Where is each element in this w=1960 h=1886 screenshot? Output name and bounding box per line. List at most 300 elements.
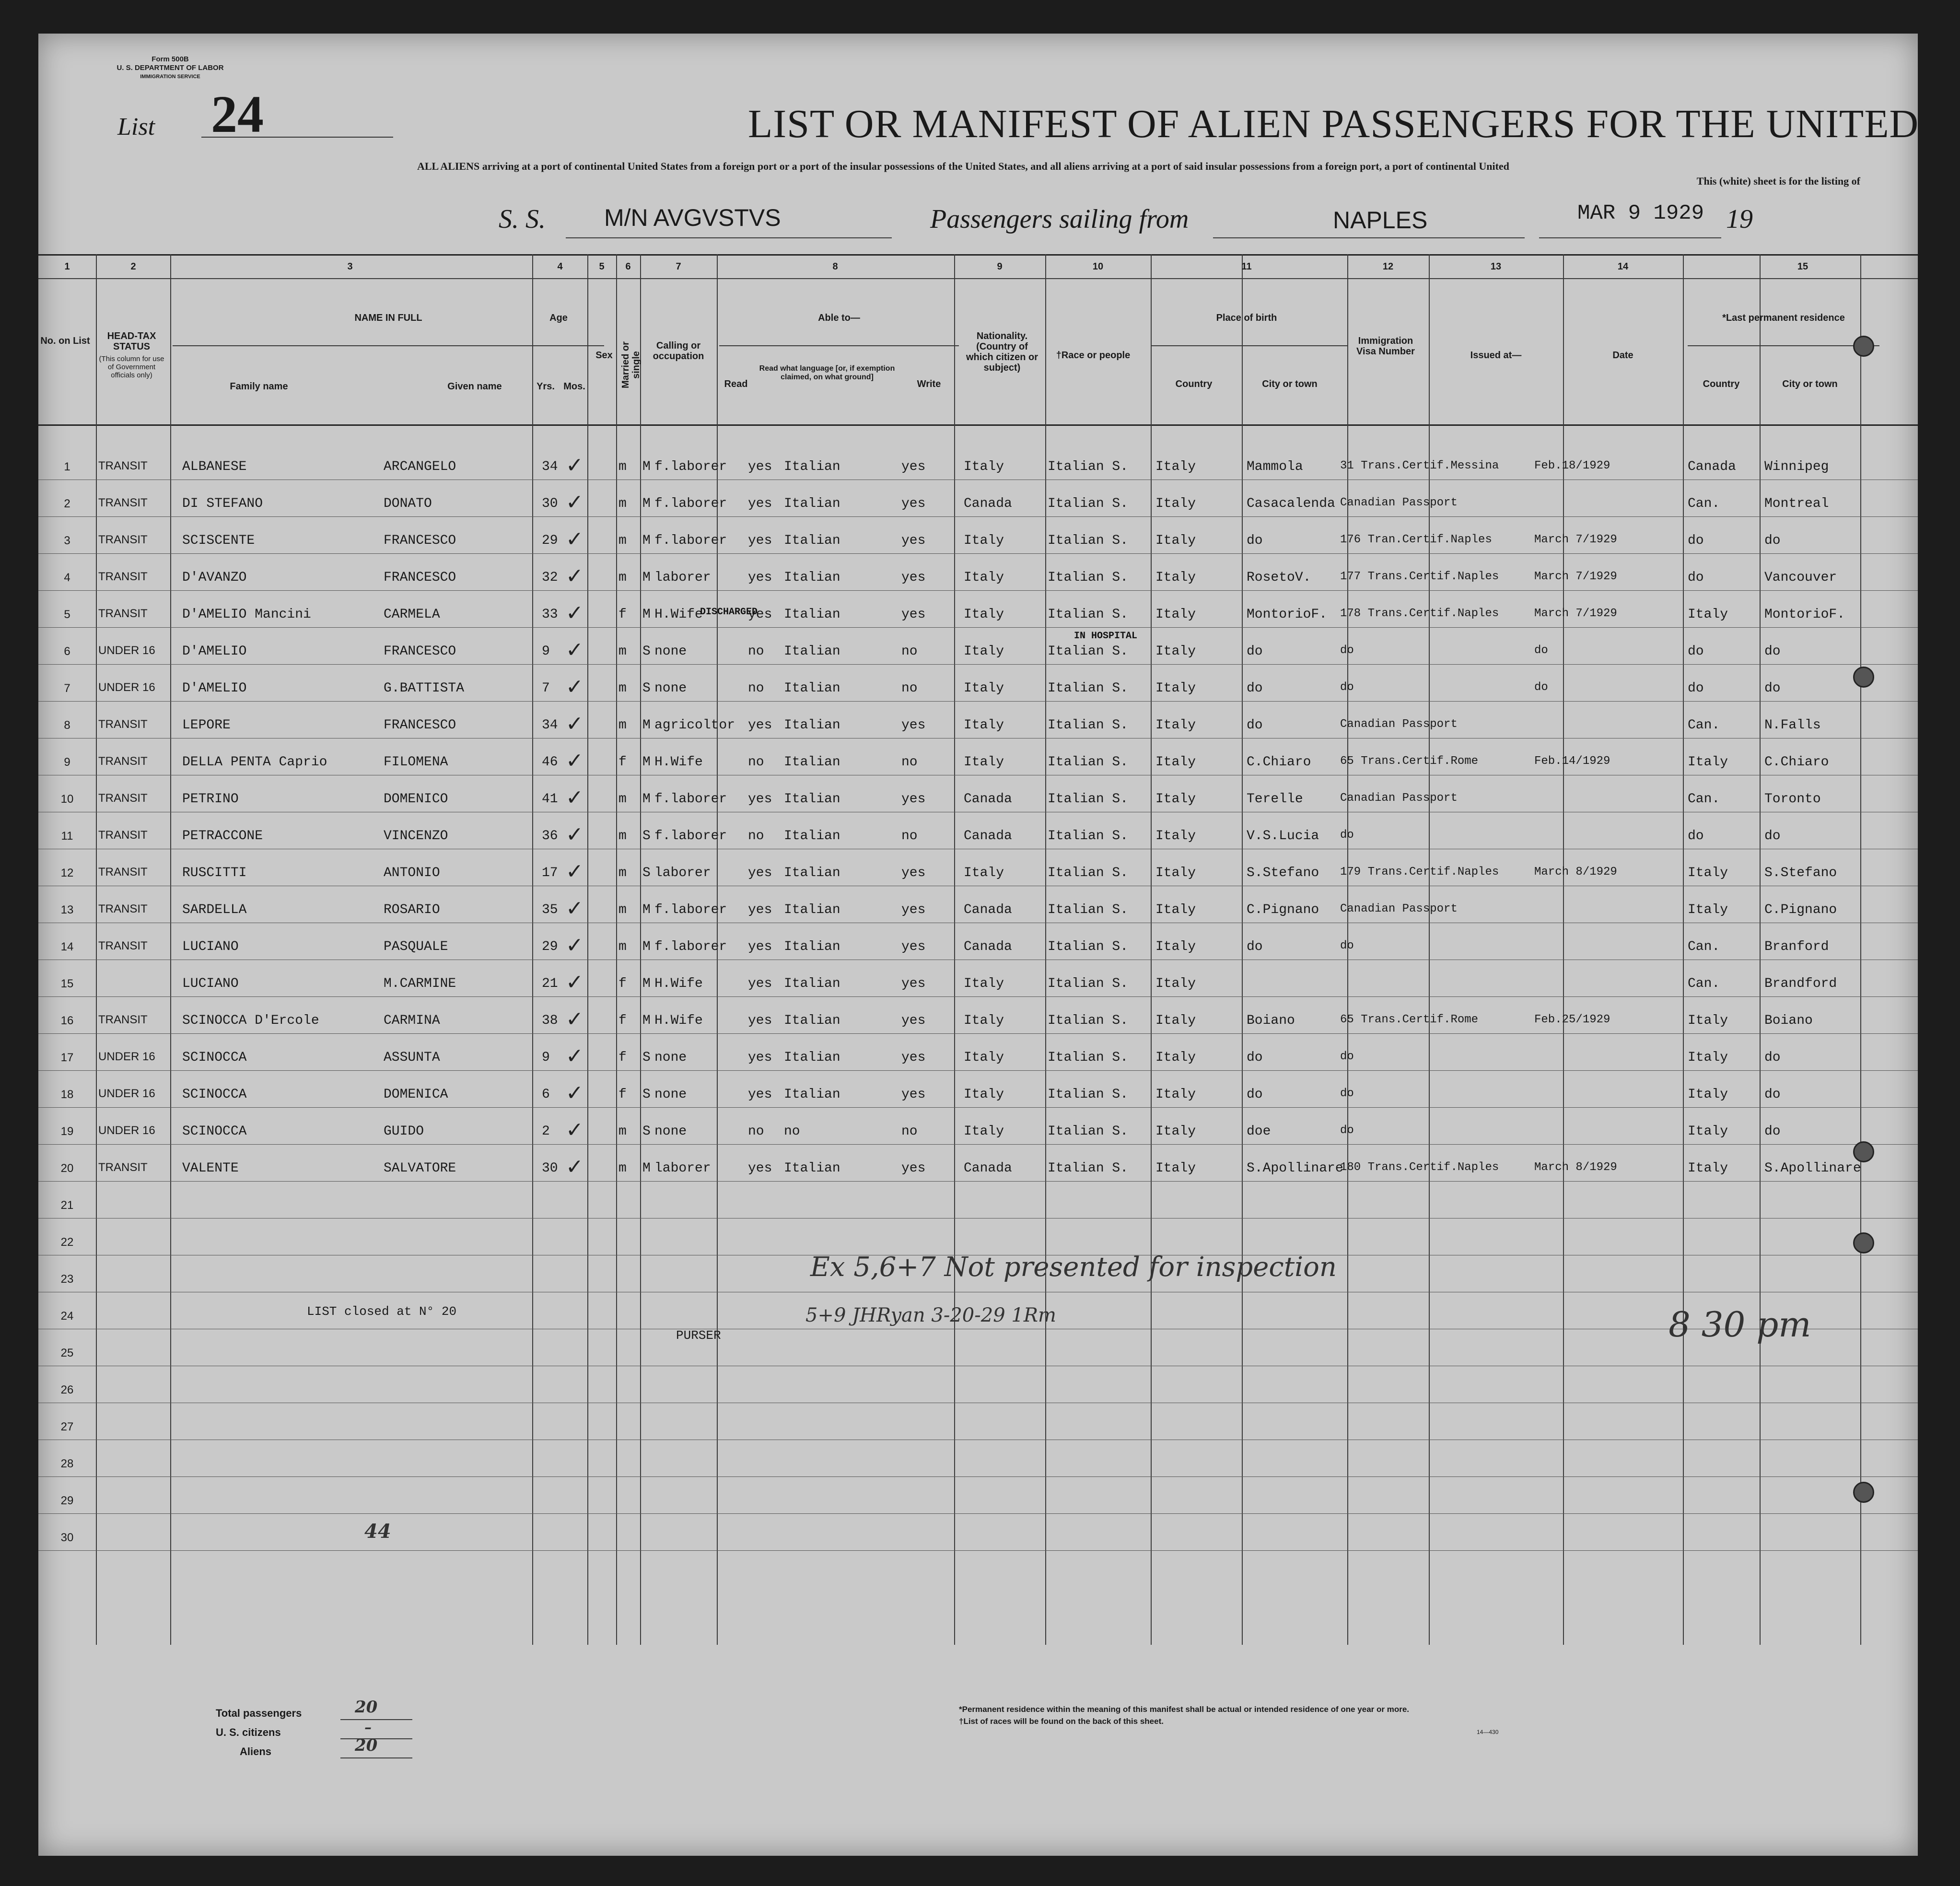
row-rule (38, 1107, 1918, 1108)
header-res-country: Country (1703, 379, 1740, 389)
header-place-of-birth: Place of birth (1216, 313, 1277, 323)
row-number: 12 (60, 867, 74, 879)
age-years: 33 (542, 607, 558, 622)
head-tax-status: TRANSIT (98, 496, 148, 509)
race-or-people: Italian S. (1048, 496, 1129, 511)
head-tax-status: TRANSIT (98, 1161, 148, 1174)
age-years: 46 (542, 755, 558, 770)
occupation: laborer (654, 570, 711, 585)
header-read-language: Read what language [or, if exemption claimed, on what ground] (759, 364, 895, 381)
sheet-note: This (white) sheet is for the listing of (1696, 175, 1860, 187)
header-date: Date (1612, 350, 1633, 361)
aliens-label: Aliens (240, 1745, 272, 1757)
column-divider (1045, 254, 1046, 1645)
form-identifier (110, 55, 230, 81)
age-years: 35 (542, 902, 558, 917)
birth-country: Italy (1155, 1013, 1196, 1028)
birth-country: Italy (1155, 866, 1196, 880)
family-name: SCINOCCA (182, 1124, 247, 1139)
residence-country: Italy (1688, 866, 1728, 880)
given-name: DONATO (384, 496, 432, 511)
visa-issued-at: do (1340, 1124, 1354, 1137)
header-head-tax-note: (This column for use of Government officials only) (99, 355, 164, 379)
birth-city: do (1247, 1087, 1263, 1102)
total-passengers-value: 20 (355, 1698, 378, 1717)
read-language: Italian (784, 866, 840, 880)
family-name: RUSCITTI (182, 866, 247, 880)
column-number: 10 (1092, 261, 1104, 272)
residence-city: do (1764, 829, 1781, 843)
row-number: 3 (64, 534, 70, 547)
name-subheader-rule (173, 345, 604, 346)
column-divider (616, 254, 617, 1645)
header-sex: Sex (595, 350, 613, 361)
header-issued-at: Issued at— (1470, 350, 1522, 361)
nationality: Italy (964, 644, 1004, 659)
column-divider (954, 254, 955, 1645)
column-divider (1242, 254, 1243, 1645)
birth-country: Italy (1155, 496, 1196, 511)
can-write: no (901, 681, 918, 696)
residence-city: MontorioF. (1764, 607, 1845, 622)
can-write: yes (901, 1013, 926, 1028)
residence-country: Can. (1688, 496, 1720, 511)
occupation: none (654, 681, 687, 696)
family-name: DELLA PENTA Caprio (182, 755, 327, 770)
visa-issued-at: 179 Trans.Certif.Naples (1340, 866, 1499, 879)
row-number: 11 (61, 830, 73, 843)
residence-city: Brandford (1764, 976, 1837, 991)
occupation: laborer (654, 866, 711, 880)
family-name: SCINOCCA (182, 1087, 247, 1102)
read-language: Italian (784, 792, 840, 807)
given-name: FRANCESCO (384, 718, 456, 733)
birth-city: do (1247, 681, 1263, 696)
age-years: 36 (542, 829, 558, 843)
port-underline (1213, 237, 1525, 238)
occupation: f.laborer (654, 829, 727, 843)
sex: m (618, 939, 627, 954)
residence-city: do (1764, 1124, 1781, 1139)
visa-issued-at: do (1340, 1087, 1354, 1100)
can-write: yes (901, 718, 926, 733)
given-name: G.BATTISTA (384, 681, 465, 696)
port-of-departure: NAPLES (1333, 207, 1428, 234)
birth-city: do (1247, 939, 1263, 954)
column-number: 11 (1241, 261, 1252, 272)
race-or-people: Italian S. (1048, 570, 1129, 585)
visa-date: March 7/1929 (1534, 607, 1617, 620)
can-read: yes (748, 570, 772, 585)
birth-city: S.Apollinare (1247, 1161, 1343, 1176)
birth-city: MontorioF. (1247, 607, 1328, 622)
read-language: Italian (784, 976, 840, 991)
sex: m (618, 866, 627, 880)
birth-country: Italy (1155, 902, 1196, 917)
header-yrs: Yrs. (537, 381, 555, 392)
marital-status: S (642, 866, 651, 880)
can-write: yes (901, 1050, 926, 1065)
family-name: DI STEFANO (182, 496, 263, 511)
read-language: Italian (784, 755, 840, 770)
column-number-rule (38, 278, 1918, 279)
occupation: H.Wife (654, 976, 703, 991)
marital-status: S (642, 681, 651, 696)
age-years: 29 (542, 939, 558, 954)
marital-status: M (642, 902, 651, 917)
birth-country: Italy (1155, 718, 1196, 733)
sex: m (618, 496, 627, 511)
check-mark-icon: ✓ (566, 1081, 583, 1105)
can-read: yes (748, 1087, 772, 1102)
family-name: PETRINO (182, 792, 239, 807)
given-name: M.CARMINE (384, 976, 456, 991)
header-name-in-full: NAME IN FULL (354, 313, 422, 323)
birth-country: Italy (1155, 976, 1196, 991)
read-language: Italian (784, 902, 840, 917)
row-number: 27 (60, 1420, 74, 1433)
page-mark: 44 (364, 1520, 391, 1543)
column-number: 13 (1490, 261, 1502, 272)
nationality: Italy (964, 976, 1004, 991)
check-mark-icon: ✓ (566, 971, 583, 994)
family-name: LUCIANO (182, 976, 239, 991)
head-tax-status: TRANSIT (98, 939, 148, 952)
visa-issued-at: Canadian Passport (1340, 902, 1458, 915)
family-name: VALENTE (182, 1161, 239, 1176)
race-or-people: Italian S. (1048, 1050, 1129, 1065)
race-or-people: Italian S. (1048, 1124, 1129, 1139)
sex: m (618, 829, 627, 843)
row-rule (38, 1033, 1918, 1034)
residence-country: do (1688, 533, 1704, 548)
family-name: PETRACCONE (182, 829, 263, 843)
marital-status: M (642, 755, 651, 770)
header-nationality: Nationality. (Country of which citizen or subject) (966, 331, 1038, 373)
visa-date: March 7/1929 (1534, 533, 1617, 546)
marital-status: M (642, 1013, 651, 1028)
can-read: no (748, 755, 764, 770)
check-mark-icon: ✓ (566, 897, 583, 920)
nationality: Italy (964, 459, 1004, 474)
check-mark-icon: ✓ (566, 454, 583, 477)
can-read: yes (748, 902, 772, 917)
sex: m (618, 644, 627, 659)
punch-hole (1853, 1482, 1874, 1503)
residence-country: Italy (1688, 1124, 1728, 1139)
department-name: U. S. DEPARTMENT OF LABOR (117, 64, 224, 72)
head-tax-status: TRANSIT (98, 459, 148, 472)
header-top-rule (38, 254, 1918, 256)
race-or-people: Italian S. (1048, 939, 1129, 954)
head-tax-status: TRANSIT (98, 902, 148, 915)
row-number: 4 (64, 571, 70, 584)
row-rule (38, 1476, 1918, 1477)
header-birth-country: Country (1175, 379, 1213, 389)
marital-status: M (642, 939, 651, 954)
can-read: no (748, 1124, 764, 1139)
row-number: 8 (64, 719, 70, 732)
occupation: none (654, 1087, 687, 1102)
can-read: yes (748, 939, 772, 954)
given-name: FRANCESCO (384, 533, 456, 548)
birth-country: Italy (1155, 570, 1196, 585)
family-name: D'AMELIO (182, 644, 247, 659)
header-no-on-list: No. on List (40, 336, 90, 346)
row-number: 20 (60, 1162, 74, 1175)
visa-issued-at: do (1340, 644, 1354, 657)
visa-issued-at: 178 Trans.Certif.Naples (1340, 607, 1499, 620)
nationality: Italy (964, 1013, 1004, 1028)
age-years: 7 (542, 681, 550, 696)
column-number: 3 (347, 261, 353, 272)
column-divider (1683, 254, 1684, 1645)
row-number: 5 (64, 608, 70, 621)
head-tax-status: TRANSIT (98, 570, 148, 583)
birth-country: Italy (1155, 939, 1196, 954)
birth-city: do (1247, 1050, 1263, 1065)
check-mark-icon: ✓ (566, 860, 583, 883)
age-years: 21 (542, 976, 558, 991)
age-years: 9 (542, 644, 550, 659)
can-read: no (748, 829, 764, 843)
family-name: SCINOCCA D'Ercole (182, 1013, 319, 1028)
header-age: Age (549, 313, 568, 323)
read-language: Italian (784, 644, 840, 659)
able-subheader-rule (719, 345, 959, 346)
total-passengers-label: Total passengers (216, 1707, 302, 1719)
given-name: SALVATORE (384, 1161, 456, 1176)
visa-date: Feb.25/1929 (1534, 1013, 1610, 1026)
check-mark-icon: ✓ (566, 1044, 583, 1068)
residence-country: Can. (1688, 939, 1720, 954)
can-read: yes (748, 718, 772, 733)
column-number: 14 (1617, 261, 1629, 272)
row-number: 19 (60, 1125, 74, 1138)
visa-issued-at: 177 Trans.Certif.Naples (1340, 570, 1499, 583)
head-tax-status: TRANSIT (98, 866, 148, 879)
occupation: H.Wife (654, 755, 703, 770)
race-or-people: Italian S. (1048, 829, 1129, 843)
punch-hole (1853, 667, 1874, 688)
row-rule (38, 664, 1918, 665)
row-number: 15 (60, 977, 74, 990)
birth-city: Mammola (1247, 459, 1303, 474)
footnote-code: 14—430 (1477, 1729, 1499, 1735)
nationality: Canada (964, 496, 1012, 511)
residence-city: do (1764, 644, 1781, 659)
column-divider (1151, 254, 1152, 1645)
given-name: CARMINA (384, 1013, 440, 1028)
marital-status: S (642, 829, 651, 843)
given-name: PASQUALE (384, 939, 448, 954)
residence-country: Italy (1688, 1161, 1728, 1176)
can-read: yes (748, 459, 772, 474)
header-res-city: City or town (1782, 379, 1838, 389)
birth-city: Boiano (1247, 1013, 1295, 1028)
aliens-value: 20 (355, 1736, 378, 1755)
handwritten-time: 8 30 pm (1668, 1304, 1811, 1345)
check-mark-icon: ✓ (566, 934, 583, 957)
residence-city: do (1764, 533, 1781, 548)
sex: f (618, 976, 627, 991)
can-write: no (901, 755, 918, 770)
head-tax-status: UNDER 16 (98, 1124, 155, 1137)
given-name: GUIDO (384, 1124, 424, 1139)
check-mark-icon: ✓ (566, 564, 583, 588)
can-write: yes (901, 459, 926, 474)
age-years: 30 (542, 1161, 558, 1176)
sailing-label: Passengers sailing from (930, 204, 1189, 234)
residence-country: Italy (1688, 1050, 1728, 1065)
date-stamp: MAR 9 1929 (1577, 201, 1704, 225)
occupation: none (654, 1050, 687, 1065)
birth-city: C.Chiaro (1247, 755, 1311, 770)
page-title: LIST OR MANIFEST OF ALIEN PASSENGERS FOR THE UNITED (748, 102, 1919, 146)
sex: m (618, 533, 627, 548)
head-tax-status: TRANSIT (98, 755, 148, 768)
read-language: Italian (784, 607, 840, 622)
sex: f (618, 1087, 627, 1102)
in-hospital-stamp: IN HOSPITAL (1074, 631, 1138, 642)
marital-status: M (642, 496, 651, 511)
column-divider (1860, 254, 1861, 1645)
can-read: no (748, 644, 764, 659)
family-name: LEPORE (182, 718, 231, 733)
total-underline (340, 1719, 412, 1720)
column-number: 15 (1797, 261, 1808, 272)
residence-country: Canada (1688, 459, 1736, 474)
birth-country: Italy (1155, 644, 1196, 659)
given-name: ARCANGELO (384, 459, 456, 474)
can-read: yes (748, 1050, 772, 1065)
column-divider (170, 254, 171, 1645)
head-tax-status: UNDER 16 (98, 1087, 155, 1100)
visa-date: Feb.14/1929 (1534, 755, 1610, 768)
manifest-sheet (38, 34, 1918, 1856)
marital-status: M (642, 718, 651, 733)
nationality: Canada (964, 939, 1012, 954)
can-write: yes (901, 570, 926, 585)
read-language: Italian (784, 718, 840, 733)
check-mark-icon: ✓ (566, 1155, 583, 1179)
column-number: 5 (599, 261, 605, 272)
head-tax-status: TRANSIT (98, 607, 148, 620)
occupation: laborer (654, 1161, 711, 1176)
discharged-stamp: DISCHARGED (700, 607, 758, 618)
birth-city: V.S.Lucia (1247, 829, 1319, 843)
race-or-people: Italian S. (1048, 533, 1129, 548)
nationality: Italy (964, 718, 1004, 733)
birth-country: Italy (1155, 1161, 1196, 1176)
row-number: 26 (60, 1383, 74, 1396)
row-number: 13 (60, 903, 74, 916)
residence-city: C.Chiaro (1764, 755, 1829, 770)
head-tax-status: TRANSIT (98, 1013, 148, 1026)
ss-label: S. S. (499, 204, 546, 234)
birth-city: RosetoV. (1247, 570, 1311, 585)
head-tax-status: UNDER 16 (98, 1050, 155, 1063)
visa-date: do (1534, 681, 1548, 694)
row-rule (38, 627, 1918, 628)
row-number: 6 (64, 645, 70, 658)
sex: f (618, 755, 627, 770)
column-number: 4 (557, 261, 563, 272)
birth-country: Italy (1155, 755, 1196, 770)
birth-city: doe (1247, 1124, 1271, 1139)
race-or-people: Italian S. (1048, 902, 1129, 917)
race-or-people: Italian S. (1048, 459, 1129, 474)
visa-issued-at: Canadian Passport (1340, 496, 1458, 509)
residence-city: Vancouver (1764, 570, 1837, 585)
nationality: Italy (964, 607, 1004, 622)
given-name: VINCENZO (384, 829, 448, 843)
sex: m (618, 681, 627, 696)
occupation: f.laborer (654, 459, 727, 474)
can-read: yes (748, 607, 772, 622)
sex: m (618, 902, 627, 917)
nationality: Canada (964, 829, 1012, 843)
column-divider (1760, 254, 1761, 1645)
family-name: SARDELLA (182, 902, 247, 917)
column-divider (532, 254, 533, 1645)
residence-country: Can. (1688, 976, 1720, 991)
column-divider (640, 254, 641, 1645)
sex: f (618, 1050, 627, 1065)
birth-country: Italy (1155, 681, 1196, 696)
residence-country: Can. (1688, 718, 1720, 733)
age-years: 17 (542, 866, 558, 880)
age-years: 38 (542, 1013, 558, 1028)
nationality: Italy (964, 681, 1004, 696)
header-read: Read (724, 379, 748, 389)
birth-country: Italy (1155, 1050, 1196, 1065)
row-rule (38, 516, 1918, 517)
given-name: ASSUNTA (384, 1050, 440, 1065)
age-years: 2 (542, 1124, 550, 1139)
given-name: ANTONIO (384, 866, 440, 880)
residence-country: Italy (1688, 755, 1728, 770)
row-number: 24 (60, 1310, 74, 1323)
marital-status: S (642, 1087, 651, 1102)
age-years: 32 (542, 570, 558, 585)
date-underline (1539, 237, 1721, 238)
marital-status: M (642, 976, 651, 991)
visa-issued-at: 31 Trans.Certif.Messina (1340, 459, 1499, 472)
can-write: no (901, 1124, 918, 1139)
race-or-people: Italian S. (1048, 755, 1129, 770)
row-number: 16 (60, 1014, 74, 1027)
read-language: Italian (784, 459, 840, 474)
ship-name: M/N AVGVSTVS (604, 204, 781, 231)
can-write: yes (901, 792, 926, 807)
row-number: 14 (60, 940, 74, 953)
header-race: †Race or people (1056, 350, 1131, 361)
row-rule (38, 553, 1918, 554)
year-label: 19 (1726, 204, 1753, 234)
citizens-label: U. S. citizens (216, 1726, 281, 1738)
marital-status: S (642, 1050, 651, 1065)
nationality: Italy (964, 866, 1004, 880)
sex: f (618, 1013, 627, 1028)
nationality: Canada (964, 792, 1012, 807)
residence-country: Can. (1688, 792, 1720, 807)
marital-status: M (642, 792, 651, 807)
header-last-residence: *Last permanent residence (1722, 313, 1845, 323)
sex: m (618, 792, 627, 807)
can-read: yes (748, 792, 772, 807)
residence-country: do (1688, 644, 1704, 659)
